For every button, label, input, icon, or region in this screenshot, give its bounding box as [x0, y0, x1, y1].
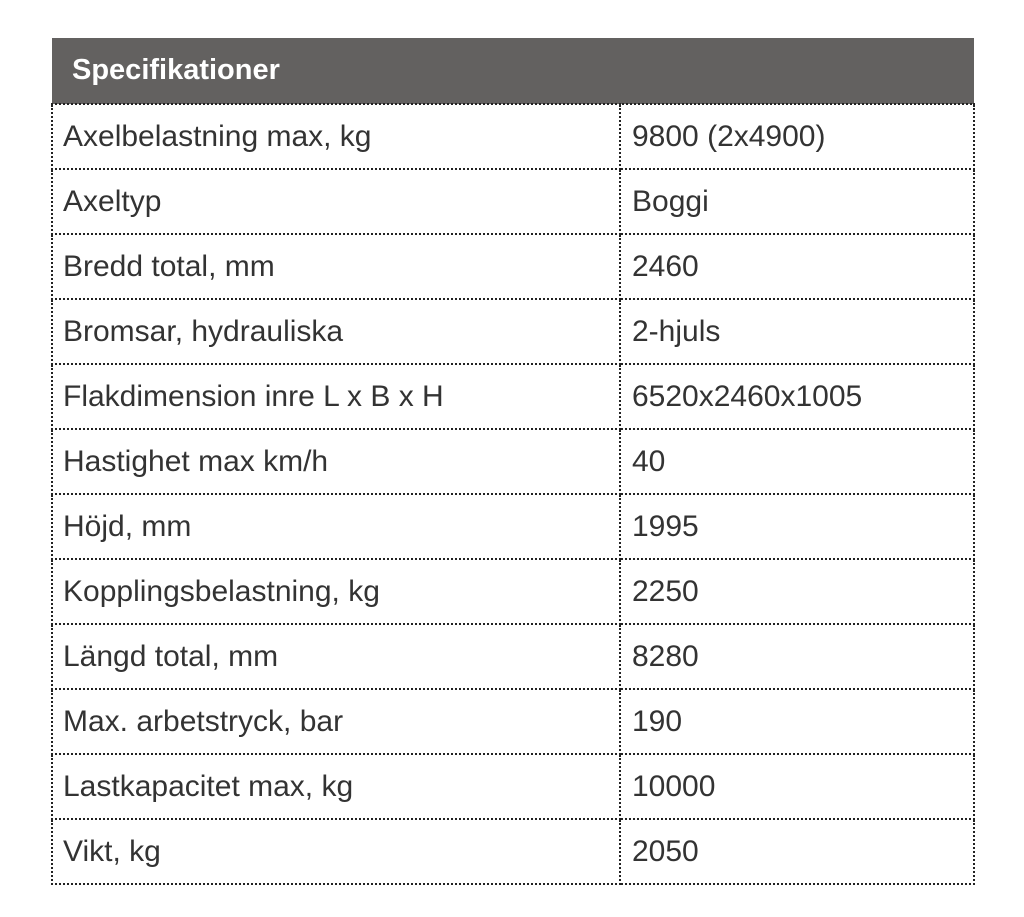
- table-row: [52, 754, 974, 819]
- spec-value: Boggi: [620, 169, 974, 234]
- spec-label: Kopplingsbelastning, kg: [52, 559, 620, 624]
- table-row: [52, 624, 974, 689]
- table-row: [52, 364, 974, 429]
- spec-table-title: Specifikationer: [52, 38, 974, 104]
- spec-value: 2460: [620, 234, 974, 299]
- spec-label: Bromsar, hydrauliska: [52, 299, 620, 364]
- spec-value: 40: [620, 429, 974, 494]
- spec-value: 8280: [620, 624, 974, 689]
- spec-label: Flakdimension inre L x B x H: [52, 364, 620, 429]
- table-row: [52, 689, 974, 754]
- table-row: [52, 104, 974, 169]
- spec-value: 1995: [620, 494, 974, 559]
- table-row: [52, 559, 974, 624]
- spec-value: 10000: [620, 754, 974, 819]
- spec-label: Vikt, kg: [52, 819, 620, 884]
- spec-label: Max. arbetstryck, bar: [52, 689, 620, 754]
- table-row: [52, 429, 974, 494]
- spec-label: Bredd total, mm: [52, 234, 620, 299]
- table-row: [52, 169, 974, 234]
- spec-table: [51, 38, 975, 885]
- spec-value: 2-hjuls: [620, 299, 974, 364]
- table-row: [52, 234, 974, 299]
- spec-label: Höjd, mm: [52, 494, 620, 559]
- spec-value: 190: [620, 689, 974, 754]
- spec-label: Längd total, mm: [52, 624, 620, 689]
- spec-header-row: [52, 38, 974, 104]
- spec-value: 2250: [620, 559, 974, 624]
- spec-label: Axelbelastning max, kg: [52, 104, 620, 169]
- table-row: [52, 494, 974, 559]
- spec-label: Axeltyp: [52, 169, 620, 234]
- spec-value: 6520x2460x1005: [620, 364, 974, 429]
- table-row: [52, 299, 974, 364]
- spec-label: Lastkapacitet max, kg: [52, 754, 620, 819]
- table-row: [52, 819, 974, 884]
- spec-label: Hastighet max km/h: [52, 429, 620, 494]
- spec-value: 2050: [620, 819, 974, 884]
- spec-value: 9800 (2x4900): [620, 104, 974, 169]
